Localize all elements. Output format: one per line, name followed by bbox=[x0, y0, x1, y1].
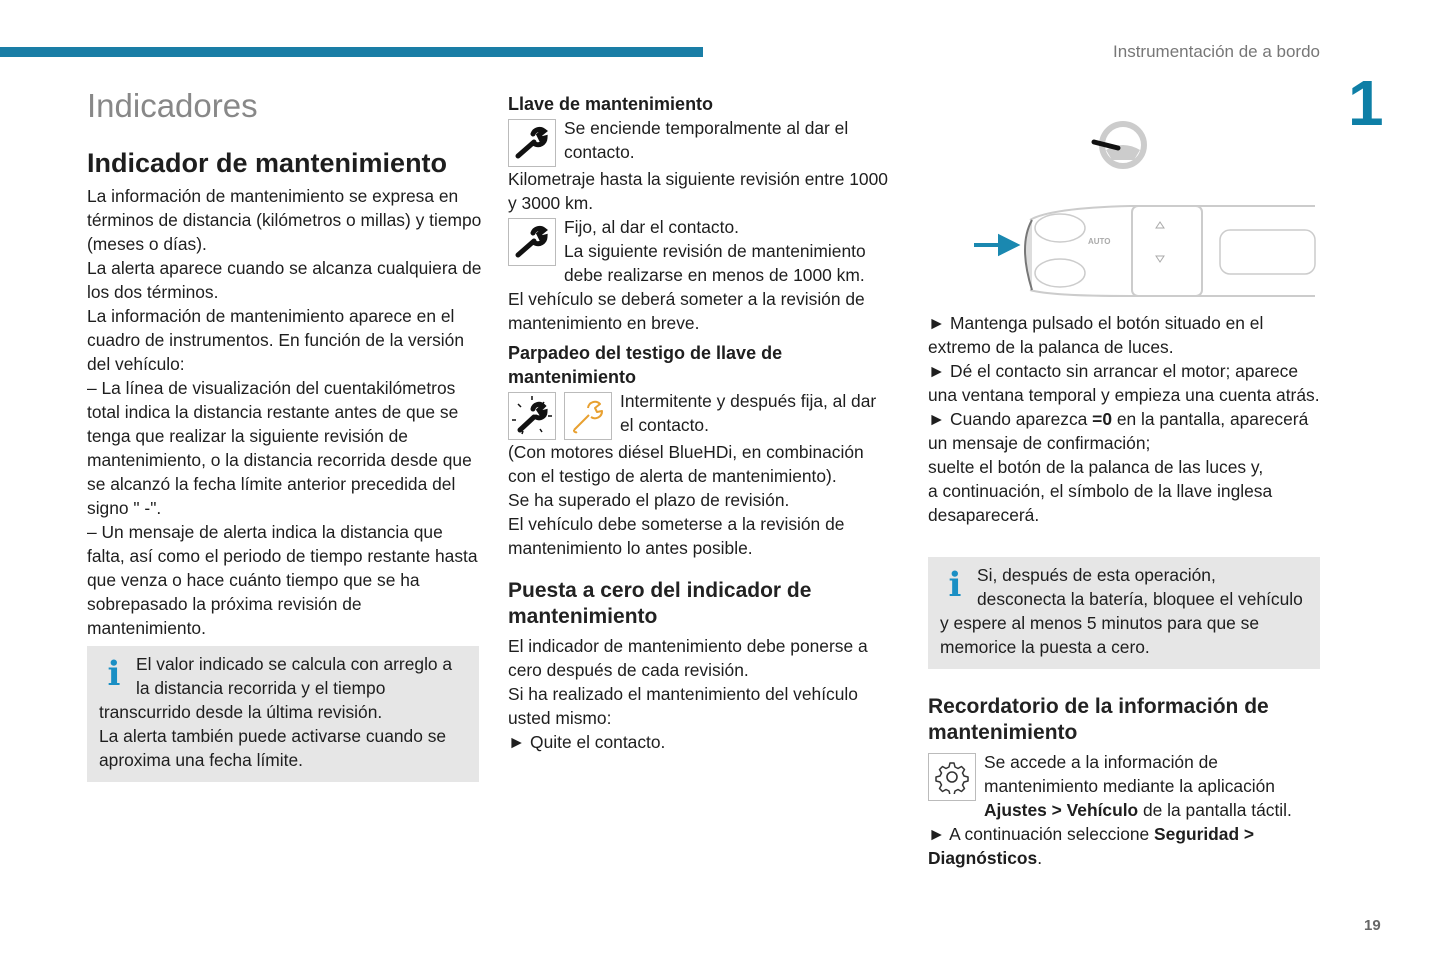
info-box bbox=[87, 646, 479, 782]
paragraph: La información de mantenimiento aparece en el cuadro de instrumentos. En función de la versión del vehículo: bbox=[87, 306, 465, 374]
step bbox=[928, 407, 1323, 455]
step: ► Dé el contacto sin arrancar el motor; aparece una ventana temporal y empieza una cuenta atrás. bbox=[928, 361, 1320, 405]
text: en la pantalla, aparecerá un mensaje de confirmación; bbox=[928, 409, 1309, 453]
paragraph: La alerta aparece cuando se alcanza cualquiera de los dos términos. bbox=[87, 258, 482, 302]
heading-maintenance-indicator: Indicador de mantenimiento bbox=[87, 148, 448, 178]
column-1 bbox=[87, 146, 482, 640]
paragraph: Kilometraje hasta la siguiente revisión entre 1000 y 3000 km. bbox=[508, 169, 888, 213]
wrench-icon bbox=[508, 119, 556, 167]
light-stalk-diagram bbox=[960, 110, 1320, 305]
paragraph: El vehículo debe someterse a la revisión de mantenimiento lo antes posible. bbox=[508, 514, 845, 558]
paragraph: El indicador de mantenimiento debe ponerse a cero después de cada revisión. bbox=[508, 636, 868, 680]
heading-reset: Puesta a cero del indicador de mantenimiento bbox=[508, 579, 812, 628]
info-icon: i bbox=[107, 654, 121, 694]
paragraph: Fijo, al dar el contacto. bbox=[564, 217, 739, 237]
paragraph: Se enciende temporalmente al dar el contacto. bbox=[564, 118, 849, 162]
info-text: El valor indicado se calcula con arreglo a la distancia recorrida y el tiempo transcurrido desde la última revisión. bbox=[99, 654, 453, 722]
paragraph: Si ha realizado el mantenimiento del vehículo usted mismo: bbox=[508, 684, 858, 728]
paragraph: La siguiente revisión de mantenimiento debe realizarse en menos de 1000 km. bbox=[564, 241, 866, 285]
paragraph bbox=[928, 750, 1323, 822]
running-title: Instrumentación de a bordo bbox=[1113, 42, 1320, 61]
paragraph: El vehículo se deberá someter a la revisión de mantenimiento en breve. bbox=[508, 289, 865, 333]
paragraph: suelte el botón de la palanca de las luces y, bbox=[928, 457, 1264, 477]
page-number: 19 bbox=[1364, 917, 1381, 934]
text: Se accede a la información de mantenimiento mediante la aplicación bbox=[984, 752, 1275, 796]
reminder-section bbox=[928, 694, 1323, 870]
blinking-wrench-icon bbox=[508, 392, 556, 440]
paragraph: a continuación, el símbolo de la llave inglesa desaparecerá. bbox=[928, 481, 1273, 525]
paragraph: – Un mensaje de alerta indica la distancia que falta, así como el periodo de tiempo restante hasta que venza o hace cuánto tiempo que se ha sobrepasado la próxima revisión de mantenimiento. bbox=[87, 522, 478, 638]
text: . bbox=[1037, 848, 1043, 868]
gear-icon bbox=[928, 753, 976, 801]
text: =0 bbox=[1092, 409, 1112, 429]
accent-bar bbox=[0, 47, 703, 57]
paragraph: Se ha superado el plazo de revisión. bbox=[508, 490, 790, 510]
orange-wrench-icon bbox=[564, 392, 612, 440]
info-text: La alerta también puede activarse cuando se aproxima una fecha límite. bbox=[99, 726, 447, 770]
step: ► Mantenga pulsado el botón situado en el extremo de la palanca de luces. bbox=[928, 313, 1264, 357]
wrench-icon bbox=[508, 218, 556, 266]
auto-label: AUTO bbox=[1088, 237, 1111, 246]
text: ► Cuando aparezca bbox=[928, 409, 1093, 429]
heading-key-blinking: Parpadeo del testigo de llave de mantenimiento bbox=[508, 343, 783, 387]
text: Ajustes > Vehículo bbox=[984, 800, 1139, 820]
heading-reminder: Recordatorio de la información de mantenimiento bbox=[928, 695, 1269, 744]
info-icon: i bbox=[948, 565, 962, 605]
paragraph: La información de mantenimiento se expresa en términos de distancia (kilómetros o millas) y tiempo (meses o días). bbox=[87, 186, 482, 254]
arrow-icon bbox=[974, 237, 1016, 253]
paragraph: – La línea de visualización del cuentakilómetros total indica la distancia restante antes de que se tenga que realizar la siguiente revisión de mantenimiento, o la distancia recorrida desde que se alcanzó la fecha límite anterior precedida del signo " -". bbox=[87, 378, 472, 518]
step bbox=[928, 822, 1323, 870]
info-text: Si, después de esta operación, desconecta la batería, bloquee el vehículo y espere al menos 5 minutos para que se memorice la puesta a cero. bbox=[940, 565, 1303, 657]
section-title: Indicadores bbox=[87, 87, 258, 124]
chapter-number: 1 bbox=[1348, 67, 1384, 139]
column-2 bbox=[508, 92, 893, 754]
heading-maintenance-key: Llave de mantenimiento bbox=[508, 94, 714, 114]
steering-wheel-icon bbox=[1094, 124, 1144, 166]
paragraph: Intermitente y después fija, al dar el contacto. bbox=[620, 391, 877, 435]
column-3 bbox=[928, 311, 1323, 527]
text: de la pantalla táctil. bbox=[1138, 800, 1292, 820]
paragraph: (Con motores diésel BlueHDi, en combinación con el testigo de alerta de mantenimiento). bbox=[508, 442, 864, 486]
text: Seguridad > Diagnósticos bbox=[928, 824, 1255, 868]
paragraph: ► Quite el contacto. bbox=[508, 732, 666, 752]
text: ► A continuación seleccione bbox=[928, 824, 1155, 844]
info-box bbox=[928, 557, 1320, 669]
